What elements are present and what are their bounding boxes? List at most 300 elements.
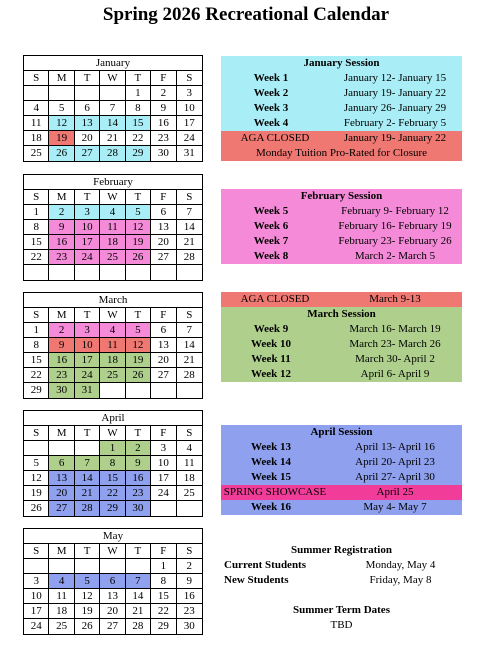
calendar-day-cell: 12 [75, 589, 100, 604]
calendar-day-cell: 24 [75, 368, 100, 383]
weekday-header: M [49, 426, 74, 441]
calendar-day-cell [100, 383, 125, 398]
calendar-day-cell: 25 [177, 486, 202, 501]
session-row [221, 352, 462, 367]
session-row [221, 71, 462, 86]
weekday-header: F [151, 544, 176, 559]
calendar-day-cell: 9 [126, 456, 151, 471]
calendar-day-cell: 4 [100, 323, 125, 338]
weekday-header: M [49, 71, 74, 86]
calendar-day-cell: 9 [151, 101, 176, 116]
calendar-month-name: April [24, 411, 202, 426]
calendar-month-name: May [24, 529, 202, 544]
calendar-day-cell: 17 [75, 235, 100, 250]
calendar-day-cell: 16 [151, 116, 176, 131]
calendar-day-cell: 24 [151, 486, 176, 501]
week-date-range: March 16- March 19 [349, 323, 441, 335]
calendar-january [23, 55, 203, 162]
week-label: Week 7 [253, 235, 289, 247]
week-date-range: January 26- January 29 [343, 102, 447, 114]
calendar-day-cell: 31 [75, 383, 100, 398]
calendar-grid [24, 426, 202, 516]
week-label: Week 12 [250, 368, 292, 380]
new-students-row [221, 573, 462, 588]
weekday-header: S [24, 71, 49, 86]
week-date-range: March 2- March 5 [354, 250, 436, 262]
calendar-day-cell: 20 [49, 486, 74, 501]
calendar-day-cell [100, 265, 125, 280]
session-row [221, 101, 462, 116]
calendar-day-cell: 26 [75, 619, 100, 634]
calendar-day-cell: 5 [75, 574, 100, 589]
calendar-day-cell [177, 501, 202, 516]
calendar-day-cell: 3 [24, 574, 49, 589]
calendar-day-cell [177, 265, 202, 280]
new-students-label: New Students [224, 574, 289, 586]
calendar-day-cell: 12 [126, 220, 151, 235]
calendar-day-cell: 6 [151, 323, 176, 338]
calendar-day-cell: 26 [126, 368, 151, 383]
calendar-february [23, 174, 203, 281]
week-date-range: April 6- April 9 [360, 368, 430, 380]
calendar-day-cell [100, 559, 125, 574]
session-title: February Session [300, 190, 383, 202]
calendar-day-cell: 14 [177, 338, 202, 353]
weekday-header: S [177, 426, 202, 441]
week-label: Week 2 [253, 87, 289, 99]
week-label: Week 9 [253, 323, 289, 335]
calendar-day-cell [151, 501, 176, 516]
calendar-day-cell: 24 [75, 250, 100, 265]
calendar-day-cell: 13 [75, 116, 100, 131]
calendar-day-cell: 2 [126, 441, 151, 456]
calendar-day-cell: 27 [100, 619, 125, 634]
calendar-day-cell: 14 [126, 589, 151, 604]
session-row [221, 131, 462, 146]
session-row [221, 292, 462, 307]
calendar-day-cell: 15 [24, 235, 49, 250]
calendar-day-cell: 4 [49, 574, 74, 589]
calendar-day-cell: 7 [177, 205, 202, 220]
calendar-day-cell: 21 [177, 235, 202, 250]
calendar-day-cell: 8 [24, 220, 49, 235]
calendar-day-cell: 16 [49, 235, 74, 250]
calendar-day-cell: 28 [75, 501, 100, 516]
week-date-range: April 20- April 23 [355, 456, 435, 468]
calendar-day-cell [24, 559, 49, 574]
calendar-day-cell: 4 [177, 441, 202, 456]
week-date-range: April 13- April 16 [355, 441, 435, 453]
session-row [221, 425, 462, 440]
week-label: Week 6 [253, 220, 289, 232]
week-label: Week 10 [250, 338, 292, 350]
calendar-day-cell: 17 [75, 353, 100, 368]
calendar-day-cell: 2 [151, 86, 176, 101]
calendar-day-cell: 27 [49, 501, 74, 516]
calendar-day-cell: 3 [151, 441, 176, 456]
calendar-day-cell: 10 [24, 589, 49, 604]
week-date-range: March 9-13 [369, 293, 421, 305]
calendar-day-cell: 2 [177, 559, 202, 574]
calendar-day-cell: 29 [126, 146, 151, 161]
weekday-header: S [24, 426, 49, 441]
calendar-day-cell: 5 [49, 101, 74, 116]
calendar-day-cell [151, 383, 176, 398]
calendar-day-cell: 20 [100, 604, 125, 619]
calendar-day-cell: 15 [151, 589, 176, 604]
calendar-day-cell: 10 [75, 338, 100, 353]
session-row [221, 455, 462, 470]
calendar-day-cell: 11 [177, 456, 202, 471]
calendar-day-cell: 7 [177, 323, 202, 338]
calendar-day-cell: 21 [177, 353, 202, 368]
session-row [221, 249, 462, 264]
calendar-grid [24, 190, 202, 280]
weekday-header: W [100, 308, 125, 323]
calendar-day-cell: 6 [75, 101, 100, 116]
calendar-day-cell: 1 [100, 441, 125, 456]
session-row [221, 307, 462, 322]
calendar-day-cell: 27 [151, 368, 176, 383]
weekday-header: T [75, 544, 100, 559]
weekday-header: F [151, 308, 176, 323]
calendar-day-cell: 30 [183, 620, 195, 632]
calendar-day-cell: 14 [100, 116, 125, 131]
weekday-header: W [100, 544, 125, 559]
session-row [221, 470, 462, 485]
week-label: Week 4 [253, 117, 289, 129]
calendar-day-cell: 3 [75, 323, 100, 338]
weekday-header: M [49, 308, 74, 323]
calendar-day-cell: 14 [177, 220, 202, 235]
calendar-day-cell: 16 [177, 589, 202, 604]
session-note: Monday Tuition Pro-Rated for Closure [255, 147, 428, 159]
week-date-range: February 2- February 5 [343, 117, 447, 129]
summer-info [221, 543, 462, 633]
calendar-day-cell: 24 [177, 131, 202, 146]
calendar-day-cell: 18 [177, 471, 202, 486]
week-label: Week 16 [250, 501, 292, 513]
calendar-day-cell: 2 [49, 323, 74, 338]
february-session-panel [221, 189, 462, 264]
calendar-day-cell: 26 [49, 146, 74, 161]
calendar-day-cell: 30 [49, 383, 74, 398]
weekday-header: T [126, 190, 151, 205]
week-date-range: January 19- January 22 [343, 87, 447, 99]
weekday-header: F [151, 71, 176, 86]
week-date-range: March 30- April 2 [355, 353, 435, 365]
calendar-day-cell [24, 441, 49, 456]
calendar-day-cell: 14 [75, 471, 100, 486]
session-row [221, 116, 462, 131]
calendar-day-cell: 7 [100, 101, 125, 116]
calendar-grid [24, 544, 202, 634]
weekday-header: S [24, 190, 49, 205]
week-label: Week 15 [250, 471, 292, 483]
calendar-day-cell: 11 [24, 116, 49, 131]
week-date-range: February 16- February 19 [338, 220, 452, 232]
week-date-range: March 23- March 26 [349, 338, 441, 350]
calendar-march [23, 292, 203, 399]
weekday-header: S [24, 544, 49, 559]
calendar-day-cell: 12 [126, 338, 151, 353]
current-students-row [221, 558, 462, 573]
calendar-day-cell: 1 [24, 205, 49, 220]
calendar-day-cell: 23 [151, 131, 176, 146]
january-session-panel [221, 56, 462, 161]
calendar-day-cell: 23 [49, 368, 74, 383]
calendar-day-cell: 19 [24, 486, 49, 501]
april-session-panel [221, 425, 462, 515]
session-row [221, 485, 462, 500]
calendar-day-cell: 25 [49, 619, 74, 634]
calendar-day-cell: 30 [126, 501, 151, 516]
week-date-range: January 19- January 22 [343, 132, 447, 144]
calendar-day-cell: 6 [151, 205, 176, 220]
weekday-header: T [75, 308, 100, 323]
calendar-day-cell [75, 86, 100, 101]
current-students-date: Monday, May 4 [365, 559, 436, 571]
calendar-day-cell: 25 [100, 250, 125, 265]
session-row [221, 322, 462, 337]
session-row [221, 219, 462, 234]
calendar-day-cell [75, 559, 100, 574]
calendar-day-cell [49, 265, 74, 280]
week-date-range: February 23- February 26 [338, 235, 452, 247]
session-row [221, 500, 462, 515]
week-label: AGA CLOSED [240, 293, 310, 305]
weekday-header: M [49, 544, 74, 559]
calendar-day-cell: 21 [100, 131, 125, 146]
weekday-header: W [100, 426, 125, 441]
calendar-day-cell: 3 [177, 86, 202, 101]
calendar-day-cell: 16 [49, 353, 74, 368]
calendar-month-name: March [24, 293, 202, 308]
session-row [221, 234, 462, 249]
calendar-day-cell: 8 [100, 456, 125, 471]
session-row [221, 56, 462, 71]
calendar-day-cell: 22 [24, 368, 49, 383]
page-title: Spring 2026 Recreational Calendar [102, 4, 390, 25]
calendar-day-cell: 1 [126, 86, 151, 101]
new-students-date: Friday, May 8 [369, 574, 432, 586]
weekday-header: F [151, 190, 176, 205]
calendar-day-cell: 17 [151, 471, 176, 486]
weekday-header: T [126, 308, 151, 323]
calendar-day-cell: 1 [24, 323, 49, 338]
calendar-day-cell: 19 [49, 131, 74, 146]
calendar-day-cell: 15 [126, 116, 151, 131]
calendar-day-cell [126, 265, 151, 280]
calendar-day-cell [24, 265, 49, 280]
calendar-day-cell: 27 [151, 250, 176, 265]
calendar-day-cell [151, 265, 176, 280]
calendar-day-cell: 13 [49, 471, 74, 486]
calendar-day-cell: 6 [100, 574, 125, 589]
calendar-day-cell: 18 [100, 235, 125, 250]
calendar-day-cell: 19 [126, 235, 151, 250]
week-date-range: February 9- February 12 [341, 205, 449, 217]
session-row [221, 189, 462, 204]
march-session-panel [221, 292, 462, 382]
week-label: AGA CLOSED [240, 132, 310, 144]
session-row [221, 86, 462, 101]
week-date-range: April 25 [376, 486, 414, 498]
calendar-day-cell: 26 [24, 501, 49, 516]
calendar-day-cell: 5 [24, 456, 49, 471]
calendar-day-cell: 17 [24, 604, 49, 619]
calendar-day-cell: 8 [126, 101, 151, 116]
calendar-day-cell: 11 [49, 589, 74, 604]
week-label: Week 11 [251, 353, 291, 365]
calendar-day-cell: 12 [49, 116, 74, 131]
calendar-day-cell: 18 [100, 353, 125, 368]
week-date-range: April 27- April 30 [355, 471, 435, 483]
calendar-day-cell: 25 [24, 146, 49, 161]
calendar-day-cell: 22 [151, 604, 176, 619]
calendar-day-cell: 8 [151, 574, 176, 589]
calendar-day-cell: 23 [177, 604, 202, 619]
session-title: March Session [307, 308, 376, 320]
calendar-day-cell: 10 [177, 101, 202, 116]
weekday-header: T [126, 544, 151, 559]
summer-term-title: Summer Term Dates [293, 604, 390, 616]
calendar-day-cell: 3 [75, 205, 100, 220]
weekday-header: S [177, 308, 202, 323]
current-students-label: Current Students [224, 559, 307, 571]
calendar-day-cell: 7 [126, 574, 151, 589]
weekday-header: W [100, 71, 125, 86]
calendar-day-cell: 13 [100, 589, 125, 604]
calendar-day-cell: 5 [126, 205, 151, 220]
calendar-day-cell [100, 86, 125, 101]
weekday-header: W [100, 190, 125, 205]
calendar-day-cell [177, 383, 202, 398]
calendar-day-cell: 26 [126, 250, 151, 265]
calendar-day-cell: 28 [100, 146, 125, 161]
calendar-day-cell: 22 [126, 131, 151, 146]
calendar-day-cell: 28 [177, 250, 202, 265]
week-label: Week 1 [253, 72, 289, 84]
summer-registration-title: Summer Registration [291, 544, 392, 556]
calendar-day-cell [49, 559, 74, 574]
calendar-day-cell: 29 [100, 501, 125, 516]
session-row [221, 204, 462, 219]
calendar-day-cell [49, 441, 74, 456]
session-title: April Session [310, 426, 373, 438]
calendar-day-cell: 30 [151, 146, 176, 161]
week-label: Week 14 [250, 456, 292, 468]
week-label: SPRING SHOWCASE [223, 486, 327, 498]
calendar-day-cell: 15 [100, 471, 125, 486]
calendar-day-cell [75, 441, 100, 456]
calendar-day-cell: 31 [183, 147, 195, 159]
calendar-day-cell: 11 [100, 220, 125, 235]
calendar-day-cell: 17 [177, 116, 202, 131]
weekday-header: S [177, 71, 202, 86]
calendar-day-cell: 18 [49, 604, 74, 619]
session-row [221, 440, 462, 455]
week-label: Week 5 [253, 205, 289, 217]
calendar-day-cell: 22 [24, 250, 49, 265]
calendar-day-cell: 13 [151, 338, 176, 353]
calendar-grid [24, 308, 202, 398]
calendar-day-cell: 15 [24, 353, 49, 368]
calendar-day-cell: 19 [126, 353, 151, 368]
calendar-day-cell: 9 [49, 220, 74, 235]
week-label: Week 3 [253, 102, 289, 114]
calendar-day-cell: 22 [100, 486, 125, 501]
calendar-day-cell: 12 [24, 471, 49, 486]
calendar-day-cell: 11 [100, 338, 125, 353]
calendar-day-cell [75, 265, 100, 280]
calendar-day-cell: 21 [126, 604, 151, 619]
weekday-header: T [126, 71, 151, 86]
calendar-day-cell: 10 [151, 456, 176, 471]
calendar-day-cell: 16 [126, 471, 151, 486]
session-row [221, 337, 462, 352]
calendar-day-cell: 24 [24, 619, 49, 634]
calendar-day-cell: 29 [151, 619, 176, 634]
calendar-day-cell: 21 [75, 486, 100, 501]
calendar-day-cell [126, 383, 151, 398]
weekday-header: T [75, 190, 100, 205]
session-row [221, 146, 462, 161]
weekday-header: S [177, 544, 202, 559]
calendar-day-cell: 20 [151, 235, 176, 250]
calendar-april [23, 410, 203, 517]
calendar-day-cell: 28 [177, 368, 202, 383]
calendar-day-cell: 6 [49, 456, 74, 471]
calendar-day-cell: 1 [151, 559, 176, 574]
calendar-day-cell: 5 [126, 323, 151, 338]
calendar-day-cell: 25 [100, 368, 125, 383]
calendar-day-cell: 2 [49, 205, 74, 220]
calendar-grid [24, 71, 202, 161]
week-date-range: January 12- January 15 [343, 72, 447, 84]
calendar-day-cell: 23 [49, 250, 74, 265]
calendar-day-cell [24, 86, 49, 101]
calendar-day-cell [49, 86, 74, 101]
calendar-day-cell: 13 [151, 220, 176, 235]
week-date-range: May 4- May 7 [363, 501, 427, 513]
calendar-day-cell: 8 [24, 338, 49, 353]
weekday-header: T [126, 426, 151, 441]
calendar-day-cell: 4 [24, 101, 49, 116]
calendar-day-cell: 20 [75, 131, 100, 146]
summer-term-value: TBD [330, 619, 353, 631]
calendar-month-name: February [24, 175, 202, 190]
calendar-day-cell: 10 [75, 220, 100, 235]
calendar-day-cell: 29 [24, 383, 49, 398]
calendar-day-cell: 9 [49, 338, 74, 353]
calendar-day-cell: 28 [126, 619, 151, 634]
weekday-header: T [75, 71, 100, 86]
calendar-day-cell: 9 [177, 574, 202, 589]
calendar-day-cell: 7 [75, 456, 100, 471]
calendar-day-cell: 27 [75, 146, 100, 161]
weekday-header: T [75, 426, 100, 441]
weekday-header: S [24, 308, 49, 323]
calendar-day-cell [126, 559, 151, 574]
week-label: Week 8 [253, 250, 289, 262]
calendar-day-cell: 23 [126, 486, 151, 501]
calendar-day-cell: 18 [24, 131, 49, 146]
session-title: January Session [303, 57, 380, 69]
calendar-may [23, 528, 203, 635]
calendar-day-cell: 20 [151, 353, 176, 368]
calendar-day-cell: 4 [100, 205, 125, 220]
